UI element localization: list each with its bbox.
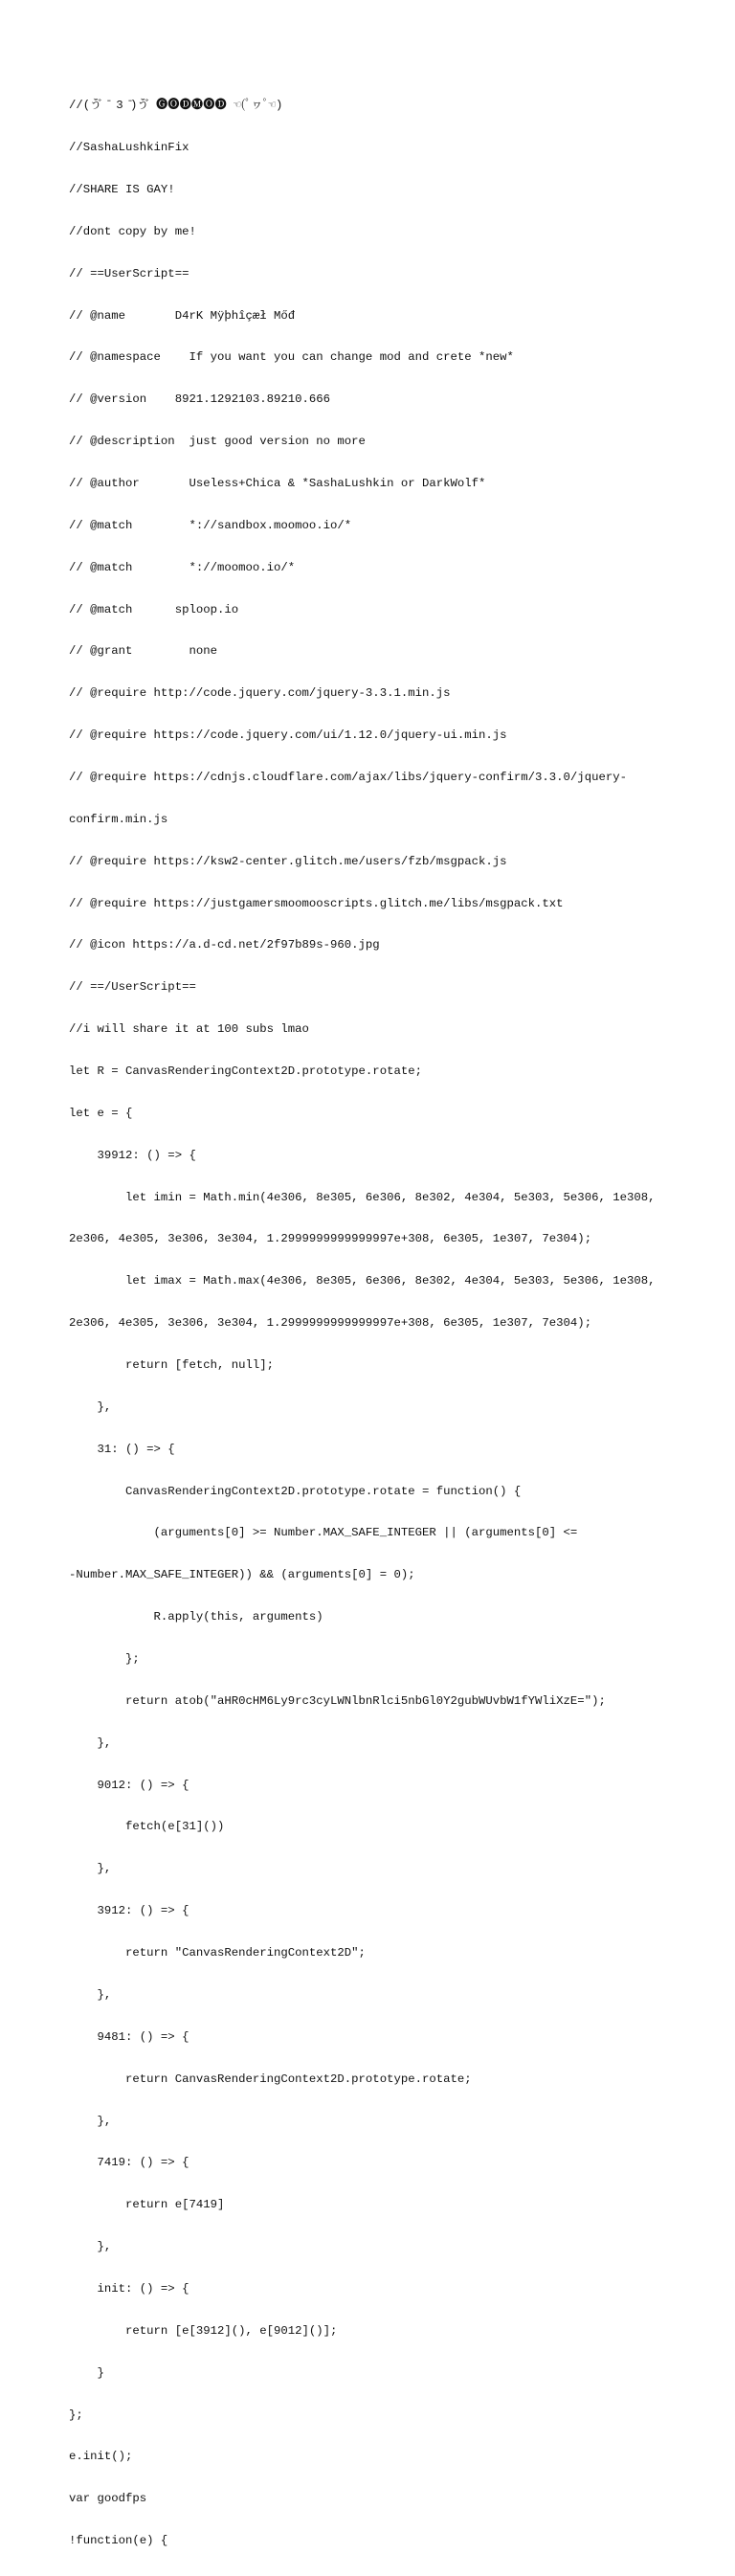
code-line: fetch(e[31]()) [69, 1820, 225, 1834]
code-line: return [fetch, null]; [69, 1358, 275, 1373]
code-line: // @match sploop.io [69, 602, 239, 616]
code-line: let imax = Math.max(4e306, 8e305, 6e306, 8e302, 4e304, 5e303, 5e306, 1e308, [69, 1274, 656, 1288]
code-line: 39912: () => { [69, 1148, 196, 1162]
code-line: // @version 8921.1292103.89210.666 [69, 392, 331, 407]
code-line: // @grant none [69, 644, 217, 659]
code-line: // @require https://ksw2-center.glitch.me/users/fzb/msgpack.js [69, 854, 507, 868]
code-line: (arguments[0] >= Number.MAX_SAFE_INTEGER || (arguments[0] <= [69, 1526, 578, 1540]
code-line: }, [69, 1862, 112, 1876]
code-line: }; [69, 2408, 83, 2422]
code-line: //SHARE IS GAY! [69, 182, 175, 196]
code-line: // @require https://code.jquery.com/ui/1.12.0/jquery-ui.min.js [69, 728, 507, 743]
code-block [69, 71, 681, 2576]
code-line: init: () => { [69, 2281, 189, 2296]
code-line: }, [69, 2240, 112, 2254]
code-line: 3912: () => { [69, 1904, 189, 1918]
code-line: }, [69, 1987, 112, 2002]
code-line: return CanvasRenderingContext2D.prototype.rotate; [69, 2072, 472, 2086]
code-line: return "CanvasRenderingContext2D"; [69, 1946, 366, 1960]
code-line: 7419: () => { [69, 2156, 189, 2170]
code-line: var goodfps [69, 2492, 147, 2506]
code-line: return atob("aHR0cHM6Ly9rc3cyLWNlbnRlci5nbGl0Y2gubWUvbW1fYWliXzE="); [69, 1693, 606, 1708]
code-line: //dont copy by me! [69, 224, 196, 238]
code-line: // ==/UserScript== [69, 980, 196, 995]
code-line: //i will share it at 100 subs lmao [69, 1022, 309, 1037]
code-line: confirm.min.js [69, 812, 168, 826]
code-line: //SashaLushkinFix [69, 141, 189, 155]
code-line: 9481: () => { [69, 2029, 189, 2044]
code-line: e.init(); [69, 2450, 133, 2464]
code-line: let imin = Math.min(4e306, 8e305, 6e306, 8e302, 4e304, 5e303, 5e306, 1e308, [69, 1190, 656, 1204]
code-line: // @namespace If you want you can change mod and crete *new* [69, 350, 514, 365]
code-line: !function(e) { [69, 2534, 168, 2548]
code-line: //(ゔ ̄ 3 ̄)ゔ 🅖🅞🅓🅜🅞🅓 ☜(ﾟヮﾟ☜) [69, 99, 283, 113]
code-line: }; [69, 1652, 140, 1667]
code-line: // ==UserScript== [69, 266, 189, 280]
code-line: }, [69, 2114, 112, 2128]
code-line: // @description just good version no more [69, 435, 366, 449]
code-line: // @require https://justgamersmoomooscripts.glitch.me/libs/msgpack.txt [69, 896, 564, 910]
code-line: // @author Useless+Chica & *SashaLushkin or DarkWolf* [69, 476, 486, 490]
code-line: // @match *://sandbox.moomoo.io/* [69, 518, 352, 532]
code-line: let e = { [69, 1106, 133, 1120]
code-line: 2e306, 4e305, 3e306, 3e304, 1.2999999999999997e+308, 6e305, 1e307, 7e304); [69, 1316, 592, 1331]
code-line: 2e306, 4e305, 3e306, 3e304, 1.2999999999999997e+308, 6e305, 1e307, 7e304); [69, 1232, 592, 1246]
code-line: // @require https://cdnjs.cloudflare.com/ajax/libs/jquery-confirm/3.3.0/jquery- [69, 771, 627, 784]
code-line: // @match *://moomoo.io/* [69, 560, 296, 574]
code-line: }, [69, 1400, 112, 1414]
code-line: 31: () => { [69, 1442, 175, 1456]
code-line: return e[7419] [69, 2198, 225, 2212]
code-line: CanvasRenderingContext2D.prototype.rotate = function() { [69, 1484, 522, 1498]
code-line: 9012: () => { [69, 1778, 189, 1792]
code-line: return [e[3912](), e[9012]()]; [69, 2323, 338, 2338]
code-line: // @require http://code.jquery.com/jquery-3.3.1.min.js [69, 686, 451, 701]
code-line: R.apply(this, arguments) [69, 1610, 323, 1624]
code-line: let R = CanvasRenderingContext2D.prototype.rotate; [69, 1064, 422, 1079]
code-line: // @name D4rK Mÿþhîçæł Mőđ [69, 308, 296, 323]
code-line: // @icon https://a.d-cd.net/2f97b89s-960.jpg [69, 938, 380, 952]
code-line: } [69, 2365, 104, 2380]
code-line: }, [69, 1736, 112, 1750]
code-line: -Number.MAX_SAFE_INTEGER)) && (arguments[0] = 0); [69, 1568, 415, 1582]
